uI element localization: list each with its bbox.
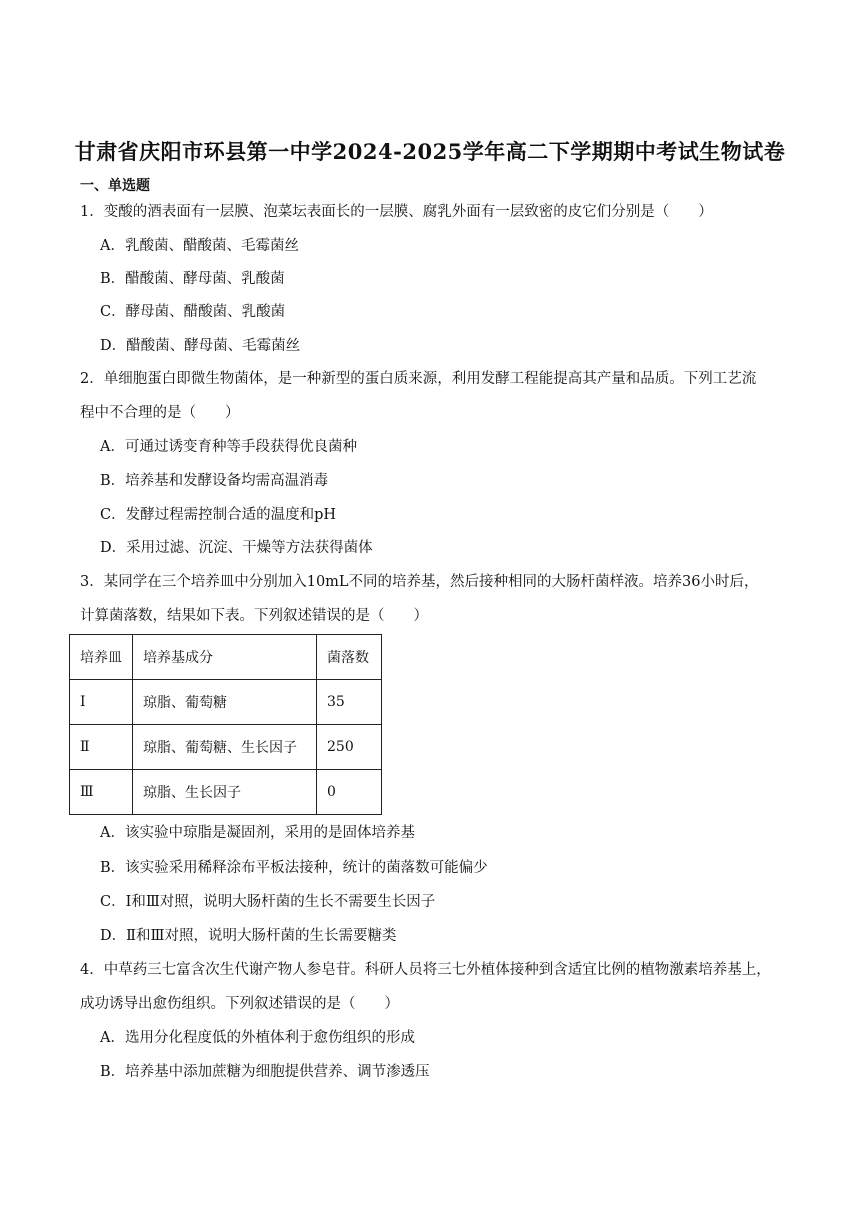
question-3-option-c: C．I和Ⅲ对照，说明大肠杆菌的生长不需要生长因子 (100, 894, 436, 910)
table-header-cell: 培养皿 (70, 635, 133, 680)
question-4-stem-line-1: 4．中草药三七富含次生代谢产物人参皂苷。科研人员将三七外植体接种到含适宜比例的植物激素培养基上， (80, 962, 771, 978)
question-4-stem-line-2: 成功诱导出愈伤组织。下列叙述错误的是（ ） (80, 996, 399, 1012)
table-cell: 琼脂、生长因子 (133, 770, 317, 815)
question-1-option-a: A．乳酸菌、醋酸菌、毛霉菌丝 (100, 238, 299, 254)
question-2-option-c: C．发酵过程需控制合适的温度和pH (100, 507, 337, 523)
question-2-option-a: A．可通过诱变育种等手段获得优良菌种 (100, 439, 357, 455)
question-1-option-c: C．酵母菌、醋酸菌、乳酸菌 (100, 304, 286, 320)
question-2-stem-line-2: 程中不合理的是（ ） (80, 405, 240, 421)
table-row (70, 725, 382, 770)
table-cell: 琼脂、葡萄糖 (133, 680, 317, 725)
table-cell: 250 (317, 725, 382, 770)
table-row (70, 770, 382, 815)
question-3-option-d: D．Ⅱ和Ⅲ对照，说明大肠杆菌的生长需要糖类 (100, 928, 397, 944)
question-4-option-a: A．选用分化程度低的外植体利于愈伤组织的形成 (100, 1030, 415, 1046)
question-3-option-a: A．该实验中琼脂是凝固剂，采用的是固体培养基 (100, 825, 415, 841)
question-1-stem: 1．变酸的酒表面有一层膜、泡菜坛表面长的一层膜、腐乳外面有一层致密的皮它们分别是（ ） (80, 204, 713, 220)
question-3-option-b: B．该实验采用稀释涂布平板法接种，统计的菌落数可能偏少 (100, 860, 488, 876)
table-cell: 琼脂、葡萄糖、生长因子 (133, 725, 317, 770)
table-cell: I (70, 680, 133, 725)
question-1-option-d: D．醋酸菌、酵母菌、毛霉菌丝 (100, 338, 301, 354)
question-2-stem-line-1: 2．单细胞蛋白即微生物菌体，是一种新型的蛋白质来源，利用发酵工程能提高其产量和品质。下列工艺流 (80, 371, 757, 387)
table-row (70, 680, 382, 725)
question-4-option-b: B．培养基中添加蔗糖为细胞提供营养、调节渗透压 (100, 1064, 430, 1080)
table-cell: Ⅱ (70, 725, 133, 770)
question-1-option-b: B．醋酸菌、酵母菌、乳酸菌 (100, 271, 285, 287)
results-table (69, 634, 382, 815)
section-heading: 一、单选题 (80, 178, 150, 194)
question-3-stem-line-2: 计算菌落数，结果如下表。下列叙述错误的是（ ） (80, 608, 428, 624)
question-2-option-b: B．培养基和发酵设备均需高温消毒 (100, 473, 329, 489)
table-header-cell: 菌落数 (317, 635, 382, 680)
table-cell: 0 (317, 770, 382, 815)
table-header-cell: 培养基成分 (133, 635, 317, 680)
table-cell: 35 (317, 680, 382, 725)
page-title: 甘肃省庆阳市环县第一中学2024-2025学年高二下学期期中考试生物试卷 (74, 139, 786, 164)
question-3-stem-line-1: 3．某同学在三个培养皿中分别加入10mL不同的培养基，然后接种相同的大肠杆菌样液。培养36小时后， (80, 574, 759, 590)
table-cell: Ⅲ (70, 770, 133, 815)
table-header-row (70, 635, 382, 680)
question-2-option-d: D．采用过滤、沉淀、干燥等方法获得菌体 (100, 540, 373, 556)
